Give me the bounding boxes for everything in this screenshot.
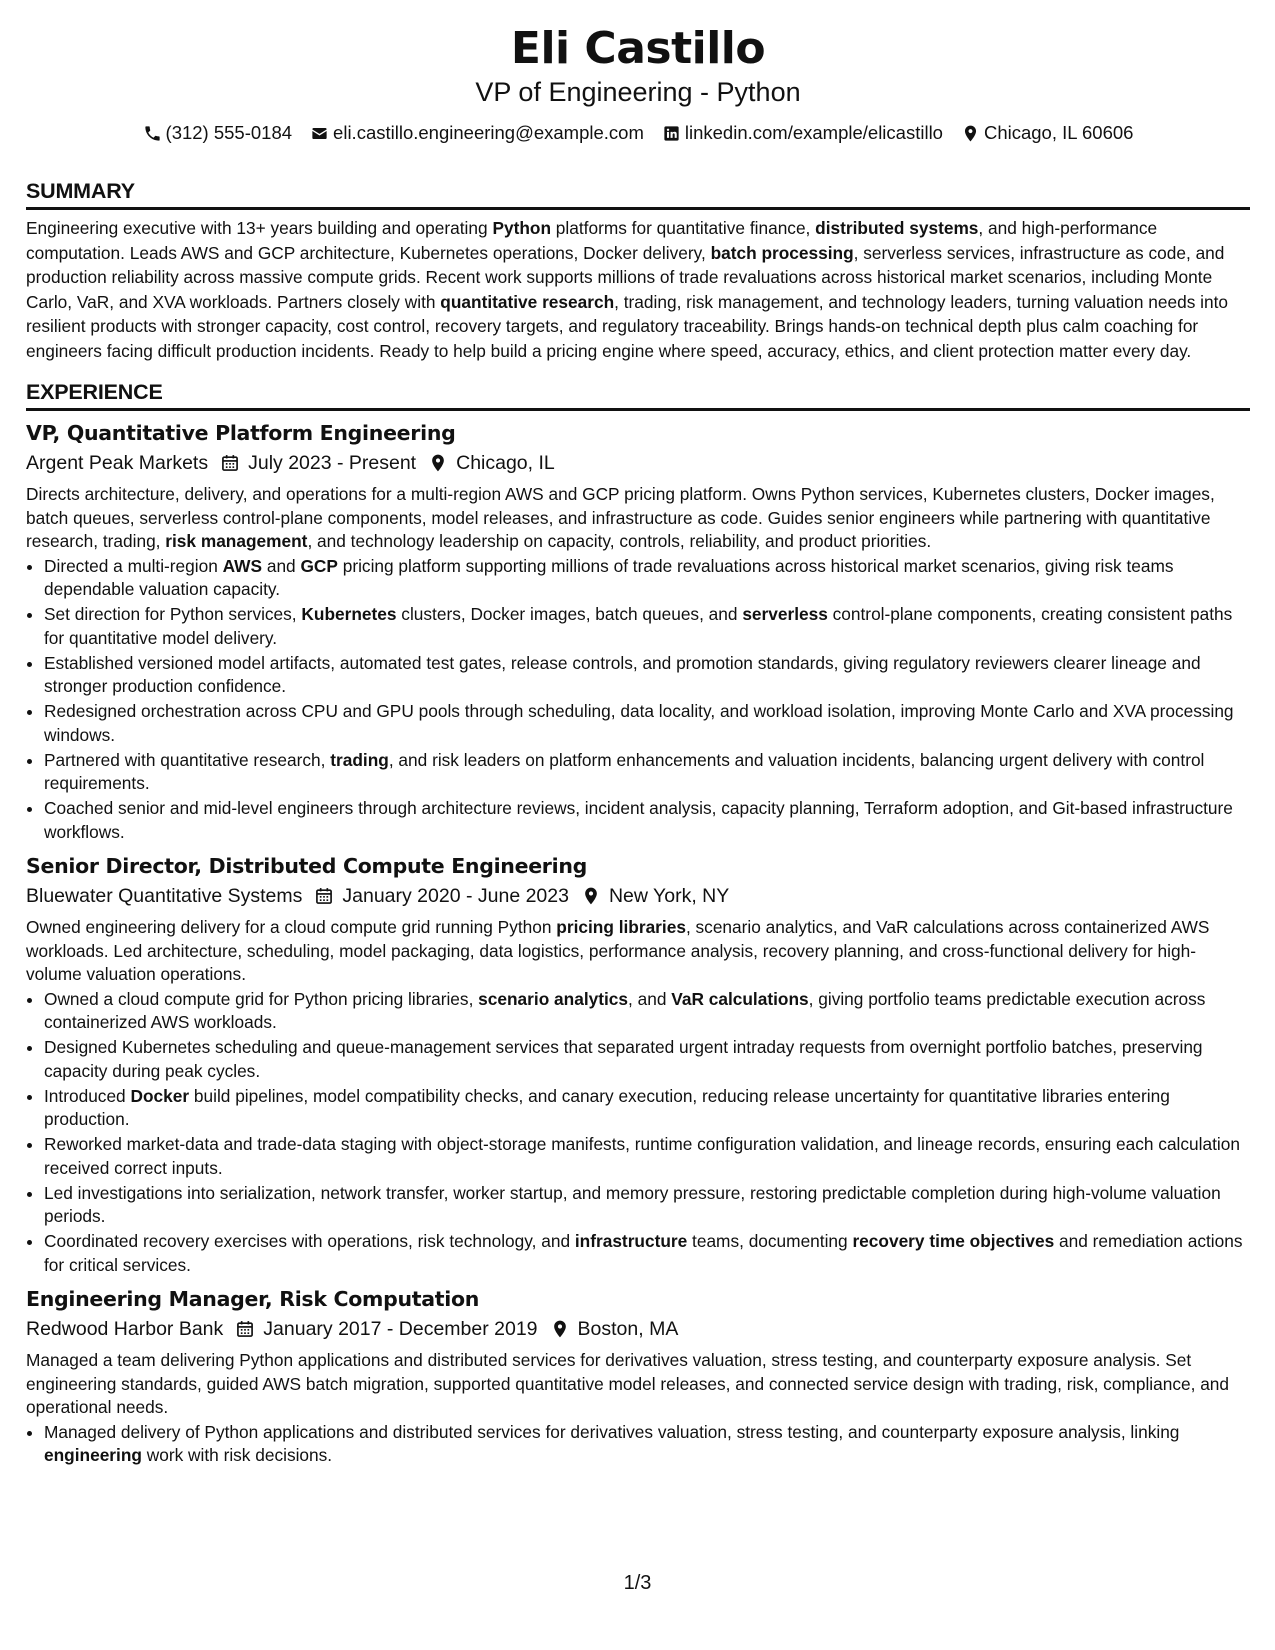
emphasis-text: engineering bbox=[44, 1445, 142, 1465]
list-item bbox=[44, 797, 1250, 844]
text-run: , serverless services, infrastructure as code, and production reliability across massive compute grids. Recent work supports millions of trade revaluations across historical market scenarios, including Monte Carlo, VaR, and XVA workloads. Partners closely with bbox=[26, 242, 1225, 312]
emphasis-text: scenario analytics bbox=[478, 988, 629, 1009]
emphasis-text: infrastructure bbox=[574, 1231, 688, 1251]
calendar-icon bbox=[220, 453, 240, 473]
text-run: Engineering executive with 13+ years building and operating bbox=[26, 218, 493, 238]
text-run: Introduced bbox=[44, 1085, 131, 1106]
contact-bar bbox=[26, 122, 1250, 144]
job-title: Senior Director, Distributed Compute Engineering bbox=[26, 854, 588, 878]
map-pin-icon bbox=[961, 124, 980, 143]
text-run: work with risk decisions. bbox=[141, 1445, 333, 1465]
text-run: , trading, risk management, and technology leaders, turning valuation needs into resilient products with stronger capacity, cost control, recovery targets, and regulatory traceability. Brings hands-on technical depth plus calm coaching for engineers facing difficult production incidents. Ready to help build a pricing engine where speed, accuracy, ethics, and client protection matter every day. bbox=[26, 291, 1229, 361]
calendar-icon bbox=[314, 886, 334, 906]
list-item bbox=[44, 749, 1250, 796]
envelope-icon bbox=[310, 124, 329, 143]
emphasis-text: pricing libraries bbox=[556, 917, 686, 937]
job-location: New York, NY bbox=[608, 885, 730, 907]
list-item bbox=[44, 1421, 1250, 1468]
job-title: VP, Quantitative Platform Engineering bbox=[26, 421, 456, 445]
text-run: clusters, Docker images, batch queues, and bbox=[396, 604, 743, 624]
list-item bbox=[44, 1036, 1250, 1083]
job-description bbox=[26, 1349, 1250, 1420]
job-location: Boston, MA bbox=[577, 1318, 679, 1340]
list-item bbox=[44, 1230, 1250, 1277]
text-run: , giving portfolio teams predictable execution across containerized AWS workloads. bbox=[44, 988, 1206, 1032]
emphasis-text: serverless bbox=[742, 604, 828, 624]
text-run: Designed Kubernetes scheduling and queue-management services that separated urgent intraday requests from overnight portfolio batches, preserving capacity during peak cycles. bbox=[44, 1037, 1203, 1081]
contact-location bbox=[961, 122, 1133, 144]
text-run: Managed delivery of Python applications and distributed services for derivatives valuation, stress testing, and counterparty exposure analysis, linking bbox=[44, 1421, 1180, 1442]
job-dates: July 2023 - Present bbox=[248, 452, 417, 474]
emphasis-text: VaR calculations bbox=[671, 988, 809, 1009]
job-location: Chicago, IL bbox=[456, 452, 555, 474]
job-entry bbox=[26, 852, 1250, 1277]
candidate-role: VP of Engineering - Python bbox=[475, 77, 801, 107]
emphasis-text: AWS bbox=[222, 555, 263, 576]
emphasis-text: trading bbox=[330, 749, 389, 770]
text-run: build pipelines, model compatibility checks, and canary execution, reducing release uncertainty for quantitative libraries entering production. bbox=[44, 1085, 1170, 1129]
experience-heading: EXPERIENCE bbox=[26, 379, 1250, 411]
text-run: Directed a multi-region bbox=[44, 555, 223, 576]
job-title: Engineering Manager, Risk Computation bbox=[26, 1287, 480, 1311]
text-run: Owned a cloud compute grid for Python pricing libraries, bbox=[44, 988, 479, 1009]
text-run: and remediation actions for critical services. bbox=[44, 1231, 1243, 1275]
text-run: pricing platform supporting millions of trade revaluations across historical market scenarios, giving risk teams dependable valuation capacity. bbox=[44, 555, 1174, 599]
contact-phone[interactable] bbox=[143, 122, 293, 144]
list-item bbox=[44, 555, 1250, 602]
phone-text: (312) 555-0184 bbox=[165, 122, 293, 143]
linkedin-icon bbox=[662, 124, 681, 143]
job-entry bbox=[26, 419, 1250, 844]
summary-text bbox=[26, 216, 1250, 363]
calendar-icon bbox=[235, 1319, 255, 1339]
email-text: eli.castillo.engineering@example.com bbox=[333, 122, 644, 143]
job-company: Argent Peak Markets bbox=[26, 452, 209, 474]
experience-list bbox=[26, 419, 1250, 1468]
text-run: Reworked market-data and trade-data staging with object-storage manifests, runtime configuration validation, and lineage records, ensuring each calculation received correct inputs. bbox=[44, 1134, 1240, 1178]
map-pin-icon bbox=[550, 1319, 570, 1339]
text-run: , and technology leadership on capacity, controls, reliability, and product priorities. bbox=[307, 531, 932, 551]
text-run: , scenario analytics, and VaR calculations across containerized AWS workloads. Led architecture, scheduling, model packaging, data logistics, performance analysis, recovery planning, and cross-functional delivery for high-volume valuation operations. bbox=[26, 917, 1210, 984]
emphasis-text: Kubernetes bbox=[301, 604, 397, 624]
page-number: 1/3 bbox=[623, 1572, 652, 1594]
job-dates: January 2020 - June 2023 bbox=[342, 885, 569, 907]
text-run: Redesigned orchestration across CPU and GPU pools through scheduling, data locality, and workload isolation, improving Monte Carlo and XVA processing windows. bbox=[44, 701, 1234, 745]
map-pin-icon bbox=[581, 886, 601, 906]
text-run: Coached senior and mid-level engineers through architecture reviews, incident analysis, capacity planning, Terraform adoption, and Git-based infrastructure workflows. bbox=[44, 798, 1233, 842]
text-run: Managed a team delivering Python applications and distributed services for derivatives valuation, stress testing, and counterparty exposure analysis. Set engineering standards, guided AWS batch migration, supported quantitative model releases, and connected service design with trading, risk, compliance, and operational needs. bbox=[26, 1350, 1230, 1417]
emphasis-text: batch processing bbox=[710, 242, 854, 263]
job-description bbox=[26, 483, 1250, 554]
job-bullets bbox=[26, 555, 1250, 845]
resume-page bbox=[26, 0, 1250, 1469]
text-run: , and bbox=[628, 988, 672, 1009]
job-meta bbox=[26, 1315, 1250, 1343]
text-run: Led investigations into serialization, network transfer, worker startup, and memory pressure, restoring predictable completion during high-volume valuation periods. bbox=[44, 1182, 1221, 1226]
emphasis-text: quantitative research bbox=[440, 291, 615, 312]
job-meta bbox=[26, 882, 1250, 910]
text-run: Directs architecture, delivery, and operations for a multi-region AWS and GCP pricing platform. Owns Python services, Kubernetes clusters, Docker images, batch queues, serverless control-plane components, model releases, and infrastructure as code. Guides senior engineers while partnering with quantitative research, trading, bbox=[26, 484, 1215, 551]
candidate-name: Eli Castillo bbox=[510, 23, 766, 74]
text-run: Established versioned model artifacts, automated test gates, release controls, and promotion standards, giving regulatory reviewers clearer lineage and stronger production confidence. bbox=[44, 652, 1201, 696]
text-run: Coordinated recovery exercises with operations, risk technology, and bbox=[44, 1231, 575, 1251]
text-run: Partnered with quantitative research, bbox=[44, 749, 331, 770]
list-item bbox=[44, 1133, 1250, 1180]
location-text: Chicago, IL 60606 bbox=[983, 122, 1134, 143]
phone-icon bbox=[143, 124, 162, 143]
text-run: teams, documenting bbox=[687, 1231, 853, 1251]
job-description bbox=[26, 916, 1250, 987]
text-run: Set direction for Python services, bbox=[44, 604, 302, 624]
text-run: and bbox=[262, 555, 301, 576]
contact-linkedin[interactable] bbox=[662, 122, 943, 144]
list-item bbox=[44, 700, 1250, 747]
contact-email[interactable] bbox=[310, 122, 644, 144]
job-company: Bluewater Quantitative Systems bbox=[26, 885, 303, 907]
job-company: Redwood Harbor Bank bbox=[26, 1318, 224, 1340]
text-run: control-plane components, creating consistent paths for quantitative model delivery. bbox=[44, 604, 1233, 648]
job-meta bbox=[26, 449, 1250, 477]
list-item bbox=[44, 988, 1250, 1035]
job-entry bbox=[26, 1285, 1250, 1468]
list-item bbox=[44, 1182, 1250, 1229]
job-dates: January 2017 - December 2019 bbox=[263, 1318, 538, 1340]
emphasis-text: Python bbox=[492, 218, 551, 238]
job-bullets bbox=[26, 988, 1250, 1278]
list-item bbox=[44, 1085, 1250, 1132]
map-pin-icon bbox=[428, 453, 448, 473]
text-run: , and risk leaders on platform enhancements and valuation incidents, balancing urgent delivery with control requirements. bbox=[44, 749, 1205, 793]
emphasis-text: GCP bbox=[300, 555, 338, 576]
summary-heading: SUMMARY bbox=[26, 178, 1250, 210]
linkedin-text: linkedin.com/example/elicastillo bbox=[684, 122, 943, 143]
emphasis-text: distributed systems bbox=[815, 218, 979, 238]
job-bullets bbox=[26, 1421, 1250, 1468]
list-item bbox=[44, 603, 1250, 650]
text-run: Owned engineering delivery for a cloud compute grid running Python bbox=[26, 917, 557, 937]
list-item bbox=[44, 652, 1250, 699]
emphasis-text: Docker bbox=[130, 1085, 190, 1106]
text-run: , and high-performance computation. Leads AWS and GCP architecture, Kubernetes operations, Docker delivery, bbox=[26, 218, 1158, 263]
text-run: platforms for quantitative finance, bbox=[551, 218, 816, 238]
emphasis-text: risk management bbox=[165, 531, 308, 551]
emphasis-text: recovery time objectives bbox=[852, 1231, 1055, 1251]
